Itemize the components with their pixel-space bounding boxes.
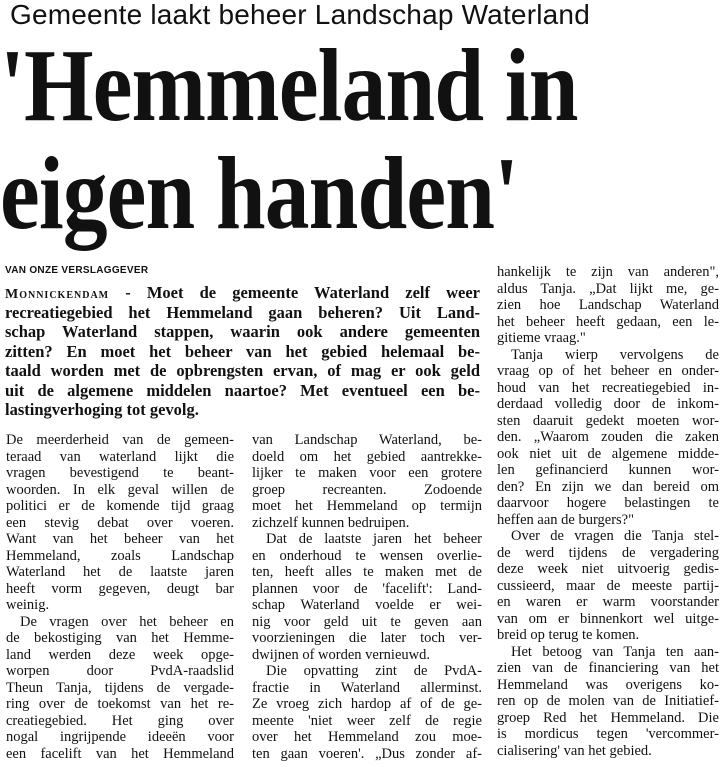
text-line: Want van het beheer van het: [6, 531, 234, 547]
text-line: groep recreanten. Zodoende: [252, 481, 482, 498]
body-paragraph: [6, 432, 234, 614]
text-line: de werd tijdens de vergadering: [497, 544, 719, 561]
text-line: moet het Hemmeland op termijn: [252, 498, 482, 514]
text-line: heffen aan de burgers?": [497, 511, 635, 528]
text-line: nig voor geld uit te geven aan: [252, 613, 482, 630]
headline-line: 'Hemmeland in: [0, 28, 578, 143]
text-line: Theun Tanja, tijdens de vergade-: [6, 679, 234, 696]
text-line: zien hoe Landschap Waterland: [497, 297, 719, 313]
text-line: cussieerd, maar de meeste partij-: [497, 577, 719, 594]
text-line: en onderhoud te wensen overlie-: [252, 547, 482, 564]
text-line: creatiegebied. Het ging over: [6, 712, 234, 729]
text-line: daarvoor hogere belastingen te: [497, 495, 719, 511]
text-line: sten daaruit gedekt moeten wor-: [497, 412, 719, 429]
text-line: teraad van waterland lijkt die: [6, 448, 234, 465]
text-line: ten gaan voeren'. „Dus zonder af-: [252, 745, 482, 762]
dateline: Monnickendam: [5, 287, 110, 302]
body-paragraph: [252, 432, 482, 531]
text-line: zichzelf kunnen bedruipen.: [252, 514, 410, 531]
text-line: lijker te maken voor een grotere: [252, 465, 482, 481]
kicker: Gemeente laakt beheer Landschap Waterland: [10, 0, 590, 30]
text-line: voorzieningen die later toch ver-: [252, 630, 482, 646]
text-line: vraag op of het beheer en onder-: [497, 363, 719, 379]
body-paragraph: [252, 663, 482, 762]
lead-line: recreatiegebied het Hemmeland gaan beheren? Uit Land-: [5, 302, 480, 322]
article-column-1: [6, 432, 234, 762]
text-line: ren op de molen van de Initiatief-: [497, 693, 719, 709]
text-line: ring over de toekomst van het re-: [6, 696, 234, 712]
text-line: ook niet uit de algemene midde-: [497, 445, 719, 462]
headline-line: eigen handen': [0, 136, 519, 251]
body-paragraph: [497, 264, 719, 347]
text-line: politici er de komende tijd graag: [6, 498, 234, 514]
text-line: een stevig debat over voeren.: [6, 514, 234, 531]
text-line: doeld om het gebied aantrekke-: [252, 448, 482, 465]
text-line: groep Red het Hemmeland. Die: [497, 709, 719, 726]
text-line: het beheer heeft gedaan, een le-: [497, 313, 719, 330]
text-line: hankelijk te zijn van anderen",: [497, 264, 719, 280]
text-line: meente 'niet weer zelf de regie: [252, 712, 482, 729]
text-line: den. „Waarom zouden die zaken: [497, 429, 719, 445]
text-line: gitieme vraag.": [497, 330, 586, 346]
text-line: Hemmeland was overigens ko-: [497, 676, 719, 693]
text-line: den? En zijn we dan bereid om: [497, 478, 719, 495]
text-line: Die opvatting zint de PvdA-: [266, 663, 482, 679]
text-line: zien van de financiering van het: [497, 660, 719, 676]
text-line: aldus Tanja. „Dat lijkt me, ge-: [497, 280, 719, 297]
body-paragraph: [6, 614, 234, 763]
text-line: van Landschap Waterland, be-: [252, 432, 482, 448]
article-column-3: [497, 264, 719, 759]
lead-line: taald worden met de opbrengsten ervan, of mag er ook geld: [5, 361, 480, 380]
text-line: een facelift van het Hemmeland: [6, 745, 234, 762]
text-line: breid op terug te komen.: [497, 627, 640, 643]
headline: [0, 28, 578, 251]
text-line: de bekostiging van het Hemme-: [6, 630, 234, 646]
text-line: Het betoog van Tanja ten aan-: [511, 643, 719, 660]
text-line: fractie in Waterland allerminst.: [252, 679, 482, 696]
text-line: land werden deze week opge-: [6, 646, 234, 663]
text-line: plannen voor de 'facelift': Land-: [252, 580, 482, 597]
body-paragraph: [497, 347, 719, 529]
text-line: is mordicus tegen 'vercommer-: [497, 726, 719, 742]
text-line: vragen bevestigend te beant-: [6, 465, 234, 481]
text-line: derdaad volledig door de inkom-: [497, 396, 719, 412]
body-paragraph: [497, 528, 719, 644]
body-paragraph: [252, 531, 482, 663]
text-line: woorden. In elk geval willen de: [6, 481, 234, 498]
text-line: schap Waterland voelde er wei-: [252, 597, 482, 613]
text-line: heeft vorm gegeven, deugt bar: [6, 580, 234, 597]
lead-line: schap Waterland stappen, waarin ook andere gemeenten: [5, 322, 480, 341]
text-line: en waren er warm voorstander: [497, 594, 719, 610]
text-line: over het Hemmeland zou moe-: [252, 729, 482, 745]
text-line: Dat de laatste jaren het beheer: [266, 531, 482, 547]
lead-line: lastingverhoging tot gevolg.: [5, 400, 199, 419]
text-line: De vragen over het beheer en: [20, 613, 234, 630]
text-line: van om er binnenkort wel uitge-: [497, 610, 719, 627]
text-line: worpen door PvdA-raadslid: [6, 663, 234, 679]
text-line: Waterland het de laatste jaren: [6, 564, 234, 580]
text-line: cialisering' van het gebied.: [497, 742, 652, 759]
text-line: dwijnen of worden vernieuwd.: [252, 646, 430, 663]
lead-paragraph: [5, 283, 480, 420]
text-line: len gefinancierd kunnen wor-: [497, 462, 719, 478]
text-line: deze week niet uitvoerig gedis-: [497, 561, 719, 577]
article-column-2: [252, 432, 482, 762]
lead-line: uit de algemene middelen naartoe? Met eventueel een be-: [5, 380, 480, 400]
text-line: houd van het recreatiegebied in-: [497, 379, 719, 396]
lead-line: zitten? En moet het beheer van het gebied helemaal be-: [5, 341, 480, 361]
text-line: Tanja wierp vervolgens de: [511, 346, 719, 363]
body-paragraph: [497, 644, 719, 760]
text-line: Ze vroeg zich hardop af of de ge-: [252, 696, 482, 712]
lead-line: Monnickendam - Moet de gemeente Waterland zelf weer: [5, 283, 480, 302]
text-line: De meerderheid van de gemeen-: [6, 432, 234, 448]
text-line: Hemmeland, zoals Landschap: [6, 547, 234, 564]
text-line: weinig.: [6, 597, 50, 613]
text-line: ten, heeft alles te maken met de: [252, 564, 482, 580]
text-line: nogal ingrijpende ideeën voor: [6, 729, 234, 745]
text-line: Over de vragen die Tanja stel-: [511, 528, 719, 544]
byline: VAN ONZE VERSLAGGEVER: [5, 265, 149, 276]
